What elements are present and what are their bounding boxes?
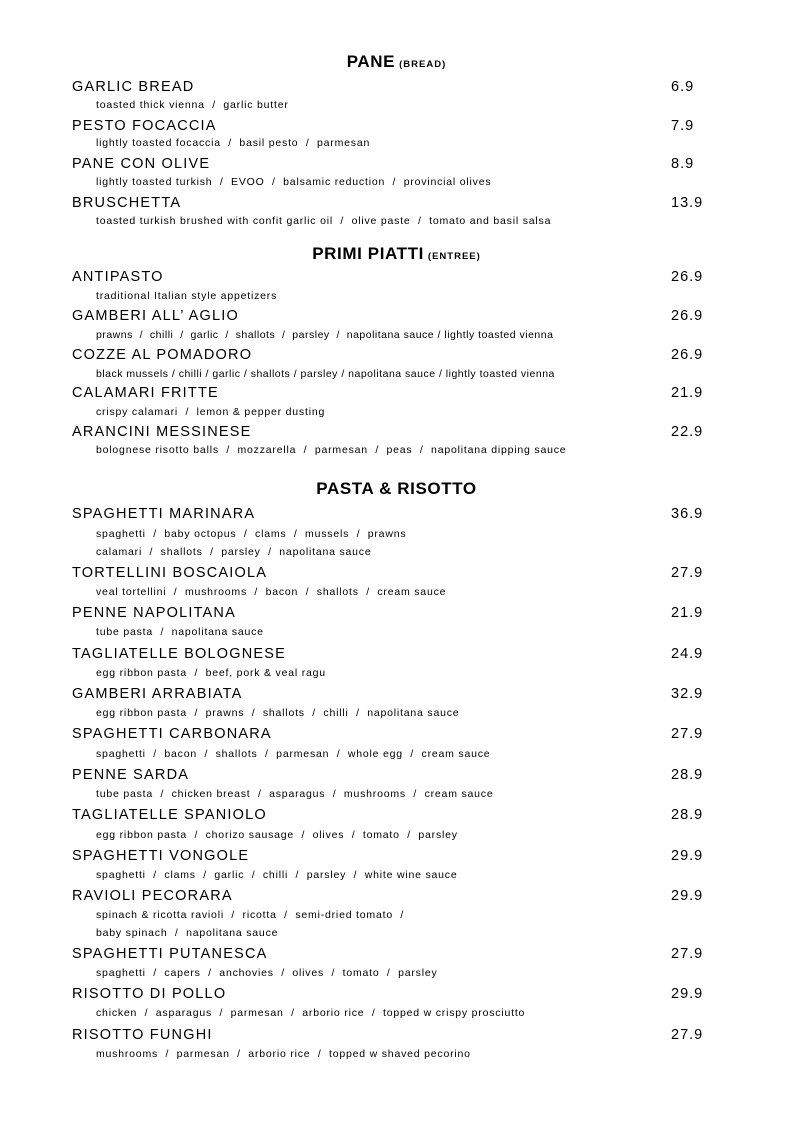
- menu-item-description-spaghetti-vongole: spaghetti / clams / garlic / chilli / parsley / white wine sauce: [96, 869, 458, 881]
- menu-item-price-gamberi-all-aglio: 26.9: [671, 308, 704, 324]
- menu-item-price-bruschetta: 13.9: [671, 195, 704, 211]
- menu-item-name-pane-con-olive: PANE CON OLIVE: [72, 156, 211, 172]
- menu-item-description-cozze-al-pomadoro: black mussels / chilli / garlic / shallots / parsley / napolitana sauce / lightly toasted vienna: [96, 368, 555, 380]
- section-title-text: PASTA & RISOTTO: [316, 479, 477, 498]
- section-subtitle: (ENTREE): [427, 251, 481, 262]
- menu-item-description-ravioli-pecorara: spinach & ricotta ravioli / ricotta / semi-dried tomato /: [96, 909, 405, 921]
- menu-item-description-spaghetti-putanesca: spaghetti / capers / anchovies / olives / tomato / parsley: [96, 967, 438, 979]
- menu-item-price-risotto-funghi: 27.9: [671, 1027, 704, 1043]
- menu-item-description-gamberi-all-aglio: prawns / chilli / garlic / shallots / parsley / napolitana sauce / lightly toasted vienna: [96, 329, 554, 341]
- menu-item-description-antipasto: traditional Italian style appetizers: [96, 290, 278, 302]
- menu-item-description-tagliatelle-bolognese: egg ribbon pasta / beef, pork & veal ragu: [96, 667, 326, 679]
- menu-item-name-tagliatelle-spaniolo: TAGLIATELLE SPANIOLO: [72, 807, 267, 823]
- menu-item-name-spaghetti-putanesca: SPAGHETTI PUTANESCA: [72, 946, 268, 962]
- menu-item-name-arancini-messinese: ARANCINI MESSINESE: [72, 424, 252, 440]
- menu-item-description-bruschetta: toasted turkish brushed with confit garlic oil / olive paste / tomato and basil salsa: [96, 215, 552, 227]
- menu-item-name-pesto-focaccia: PESTO FOCACCIA: [72, 118, 217, 134]
- menu-item-price-penne-napolitana: 21.9: [671, 605, 704, 621]
- menu-item-price-tagliatelle-spaniolo: 28.9: [671, 807, 704, 823]
- menu-item-description-pane-con-olive: lightly toasted turkish / EVOO / balsamic reduction / provincial olives: [96, 176, 492, 188]
- menu-item-name-penne-sarda: PENNE SARDA: [72, 767, 190, 783]
- menu-item-name-tagliatelle-bolognese: TAGLIATELLE BOLOGNESE: [72, 646, 287, 662]
- menu-item-name-calamari-fritte: CALAMARI FRITTE: [72, 385, 219, 401]
- section-title-text: PRIMI PIATTI: [312, 244, 424, 263]
- menu-item-name-antipasto: ANTIPASTO: [72, 269, 164, 285]
- section-subtitle: (BREAD): [399, 59, 447, 70]
- menu-item-description-spaghetti-marinara: spaghetti / baby octopus / clams / mussels / prawns: [96, 528, 407, 540]
- menu-item-description-tortellini-boscaiola: veal tortellini / mushrooms / bacon / shallots / cream sauce: [96, 586, 447, 598]
- menu-item-name-tortellini-boscaiola: TORTELLINI BOSCAIOLA: [72, 565, 268, 581]
- menu-item-price-ravioli-pecorara: 29.9: [671, 888, 704, 904]
- menu-item-name-penne-napolitana: PENNE NAPOLITANA: [72, 605, 236, 621]
- menu-item-price-spaghetti-carbonara: 27.9: [671, 726, 704, 742]
- menu-item-name-bruschetta: BRUSCHETTA: [72, 195, 182, 211]
- menu-item-description-penne-sarda: tube pasta / chicken breast / asparagus / mushrooms / cream sauce: [96, 788, 494, 800]
- menu-item-price-gamberi-arrabiata: 32.9: [671, 686, 704, 702]
- menu-item-description-tagliatelle-spaniolo: egg ribbon pasta / chorizo sausage / olives / tomato / parsley: [96, 829, 458, 841]
- menu-item-price-risotto-di-pollo: 29.9: [671, 986, 704, 1002]
- menu-item-price-arancini-messinese: 22.9: [671, 424, 704, 440]
- section-title-pane: [0, 52, 793, 75]
- menu-item-name-risotto-di-pollo: RISOTTO DI POLLO: [72, 986, 227, 1002]
- menu-item-name-gamberi-arrabiata: GAMBERI ARRABIATA: [72, 686, 243, 702]
- menu-item-name-spaghetti-carbonara: SPAGHETTI CARBONARA: [72, 726, 272, 742]
- menu-item-description-pesto-focaccia: lightly toasted focaccia / basil pesto / parmesan: [96, 137, 371, 149]
- menu-item-price-calamari-fritte: 21.9: [671, 385, 704, 401]
- section-title-primi-piatti: [0, 244, 793, 267]
- menu-item-price-cozze-al-pomadoro: 26.9: [671, 347, 704, 363]
- menu-item-price-spaghetti-vongole: 29.9: [671, 848, 704, 864]
- menu-item-name-gamberi-all-aglio: GAMBERI ALL’ AGLIO: [72, 308, 239, 324]
- menu-item-price-tortellini-boscaiola: 27.9: [671, 565, 704, 581]
- section-title-pasta-risotto: [0, 479, 793, 499]
- menu-item-price-antipasto: 26.9: [671, 269, 704, 285]
- menu-item-description-ravioli-pecorara: baby spinach / napolitana sauce: [96, 927, 279, 939]
- menu-item-name-spaghetti-marinara: SPAGHETTI MARINARA: [72, 506, 256, 522]
- menu-item-price-garlic-bread: 6.9: [671, 79, 695, 95]
- menu-item-description-calamari-fritte: crispy calamari / lemon & pepper dusting: [96, 406, 326, 418]
- menu-item-description-spaghetti-marinara: calamari / shallots / parsley / napolitana sauce: [96, 546, 372, 558]
- menu-item-price-pesto-focaccia: 7.9: [671, 118, 695, 134]
- menu-item-description-risotto-di-pollo: chicken / asparagus / parmesan / arborio rice / topped w crispy prosciutto: [96, 1007, 526, 1019]
- menu-item-description-garlic-bread: toasted thick vienna / garlic butter: [96, 99, 289, 111]
- menu-item-price-spaghetti-putanesca: 27.9: [671, 946, 704, 962]
- menu-item-description-arancini-messinese: bolognese risotto balls / mozzarella / parmesan / peas / napolitana dipping sauce: [96, 444, 567, 456]
- menu-item-name-garlic-bread: GARLIC BREAD: [72, 79, 195, 95]
- menu-item-description-spaghetti-carbonara: spaghetti / bacon / shallots / parmesan / whole egg / cream sauce: [96, 748, 491, 760]
- menu-item-name-cozze-al-pomadoro: COZZE AL POMADORO: [72, 347, 253, 363]
- menu-item-price-tagliatelle-bolognese: 24.9: [671, 646, 704, 662]
- menu-item-name-risotto-funghi: RISOTTO FUNGHI: [72, 1027, 213, 1043]
- menu-item-price-pane-con-olive: 8.9: [671, 156, 695, 172]
- menu-item-price-penne-sarda: 28.9: [671, 767, 704, 783]
- menu-item-description-risotto-funghi: mushrooms / parmesan / arborio rice / topped w shaved pecorino: [96, 1048, 471, 1060]
- menu-item-description-gamberi-arrabiata: egg ribbon pasta / prawns / shallots / chilli / napolitana sauce: [96, 707, 460, 719]
- menu-item-name-spaghetti-vongole: SPAGHETTI VONGOLE: [72, 848, 250, 864]
- section-title-text: PANE: [346, 52, 396, 71]
- menu-item-description-penne-napolitana: tube pasta / napolitana sauce: [96, 626, 264, 638]
- menu-item-price-spaghetti-marinara: 36.9: [671, 506, 704, 522]
- menu-item-name-ravioli-pecorara: RAVIOLI PECORARA: [72, 888, 233, 904]
